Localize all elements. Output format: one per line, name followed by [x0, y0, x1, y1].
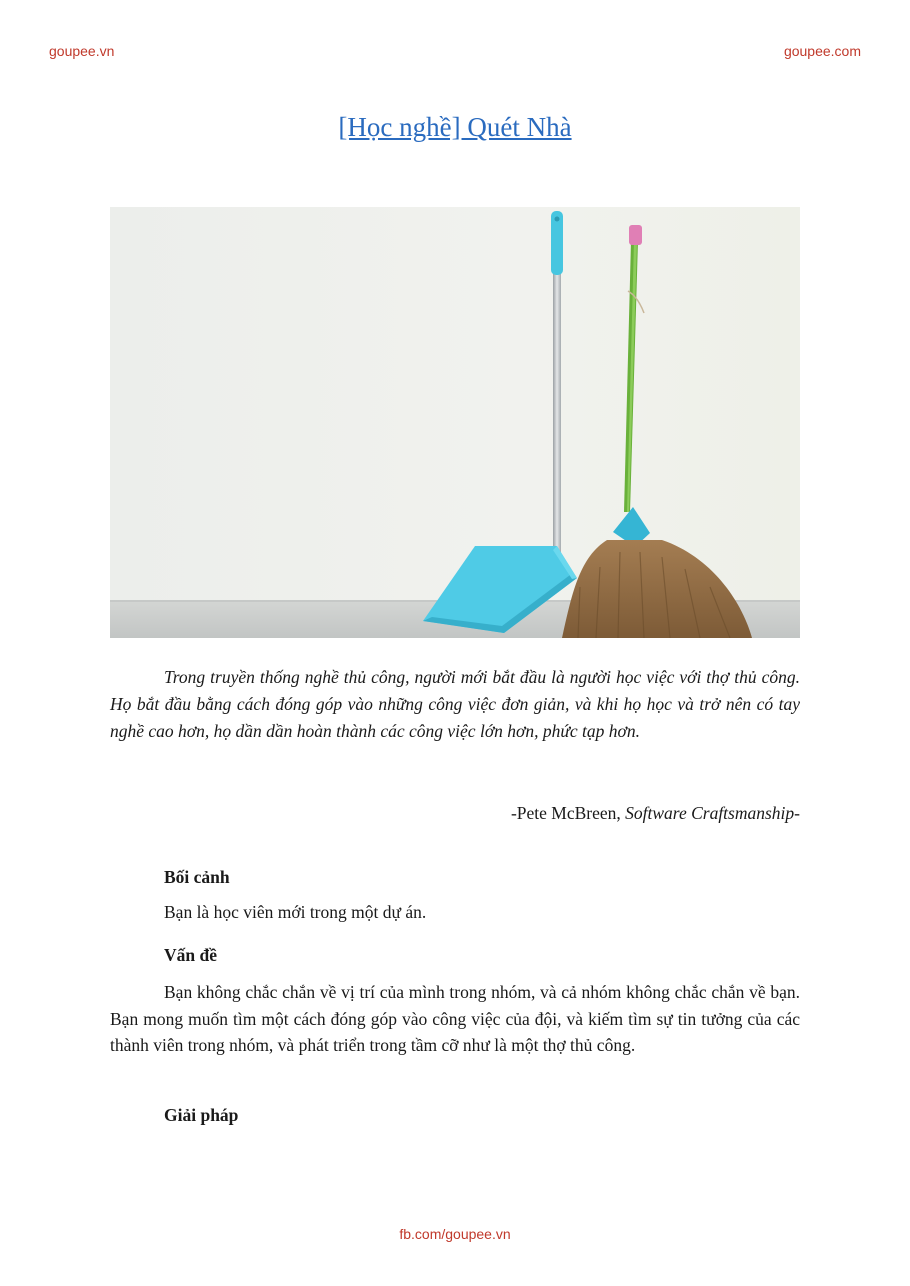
problem-heading: Vấn đề	[164, 945, 217, 965]
broom-dustpan-photo	[110, 207, 800, 638]
citation-suffix: -	[794, 803, 800, 823]
header-right-link[interactable]: goupee.com	[783, 43, 861, 59]
solution-heading: Giải pháp	[164, 1105, 239, 1125]
footer-link[interactable]: fb.com/goupee.vn	[399, 1226, 511, 1242]
citation-work: Software Craftsmanship	[625, 803, 795, 823]
page-title[interactable]: [Học nghề] Quét Nhà	[338, 112, 572, 142]
context-heading: Bối cảnh	[164, 867, 230, 887]
citation-author: -Pete McBreen,	[510, 803, 626, 823]
header-left-link[interactable]: goupee.vn	[49, 43, 115, 59]
epigraph-quote: Trong truyền thống nghề thủ công, người mới bắt đầu là người học việc với thợ thủ công. Họ bắt đầu bằng cách đóng góp vào những công việc đơn giản, và khi họ học và trở nên có tay nghề cao hơn, họ dần dần hoàn thành các công việc lớn hơn, phức tạp hơn.	[110, 667, 800, 741]
quote-citation	[110, 803, 800, 824]
context-text: Bạn là học viên mới trong một dự án.	[164, 902, 427, 922]
problem-text: Bạn không chắc chắn về vị trí của mình trong nhóm, và cả nhóm không chắc chắn về bạn. Bạn mong muốn tìm một cách đóng góp vào công việc của đội, và kiếm tìm sự tin tưởng của các thành viên trong nhóm, và phát triển trong tầm cỡ như là một thợ thủ công.	[110, 982, 800, 1055]
